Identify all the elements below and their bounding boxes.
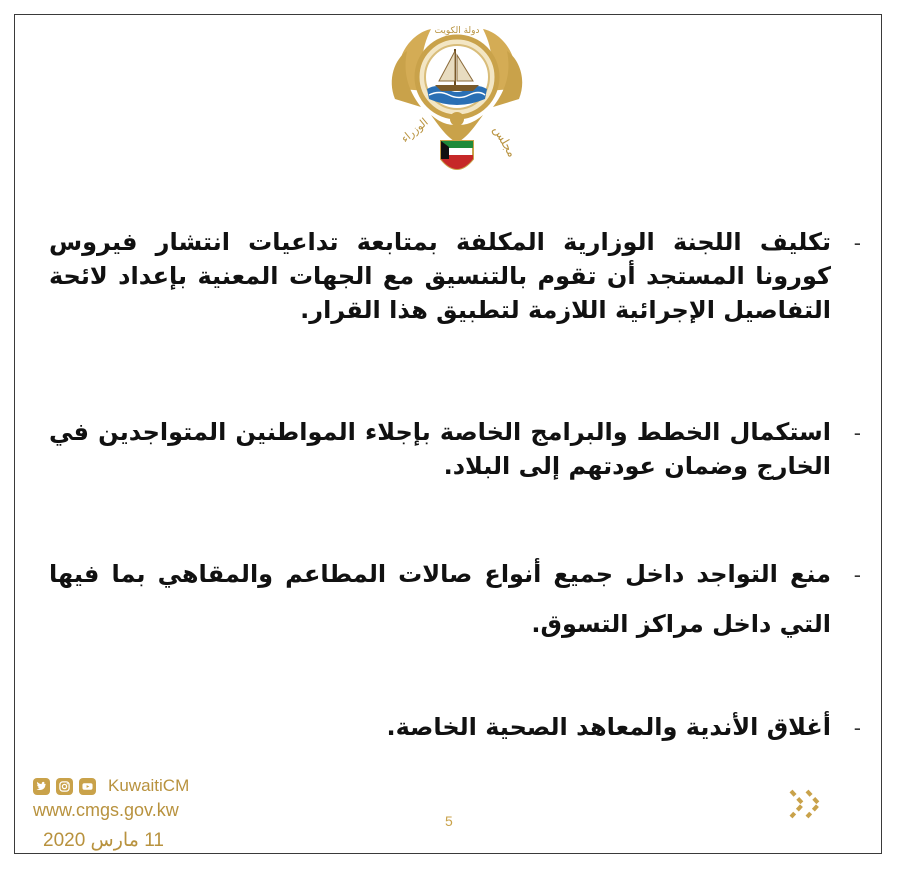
bullet-dash: - xyxy=(853,421,861,445)
bullet-text: أغلاق الأندية والمعاهد الصحية الخاصة. xyxy=(386,713,831,741)
emblem-top-text: دولة الكويت xyxy=(434,26,480,36)
social-handle[interactable]: KuwaitiCM xyxy=(108,776,190,795)
page-number: 5 xyxy=(445,813,453,829)
bullet-text: منع التواجد داخل جميع أنواع صالات المطاعم والمقاهي بما فيها التي داخل مراكز التسوق. xyxy=(49,560,831,638)
social-row xyxy=(33,775,233,797)
slide-date: 11 مارس 2020 xyxy=(43,830,164,851)
chevrons-icon[interactable] xyxy=(787,787,827,821)
bullet-dash: - xyxy=(853,231,861,255)
bullet-dash: - xyxy=(853,716,861,740)
list-item xyxy=(49,710,861,744)
instagram-icon[interactable] xyxy=(56,778,73,795)
twitter-icon[interactable] xyxy=(33,778,50,795)
emblem-side-text-left: مجلس xyxy=(490,123,520,160)
list-item xyxy=(49,415,861,483)
list-item xyxy=(49,557,861,649)
slide-page xyxy=(14,14,882,854)
emblem-side-text-right: الوزراء xyxy=(398,115,431,146)
footer-contact xyxy=(33,775,233,852)
bullet-text: تكليف اللجنة الوزارية المكلفة بمتابعة تداعيات انتشار فيروس كورونا المستجد أن تقوم بالتنسيق مع الجهات المعنية بإعداد لائحة التفاصيل الإجرائية اللازمة لتطبيق هذا القرار. xyxy=(49,228,831,324)
kuwait-council-of-ministers-emblem xyxy=(381,19,533,189)
bullet-text: استكمال الخطط والبرامج الخاصة بإجلاء المواطنين المتواجدين في الخارج وضمان عودتهم إلى البلاد. xyxy=(49,418,831,480)
list-item xyxy=(49,225,861,327)
bullet-dash: - xyxy=(853,563,861,587)
website-link[interactable]: www.cmgs.gov.kw xyxy=(33,800,179,820)
youtube-icon[interactable] xyxy=(79,778,96,795)
